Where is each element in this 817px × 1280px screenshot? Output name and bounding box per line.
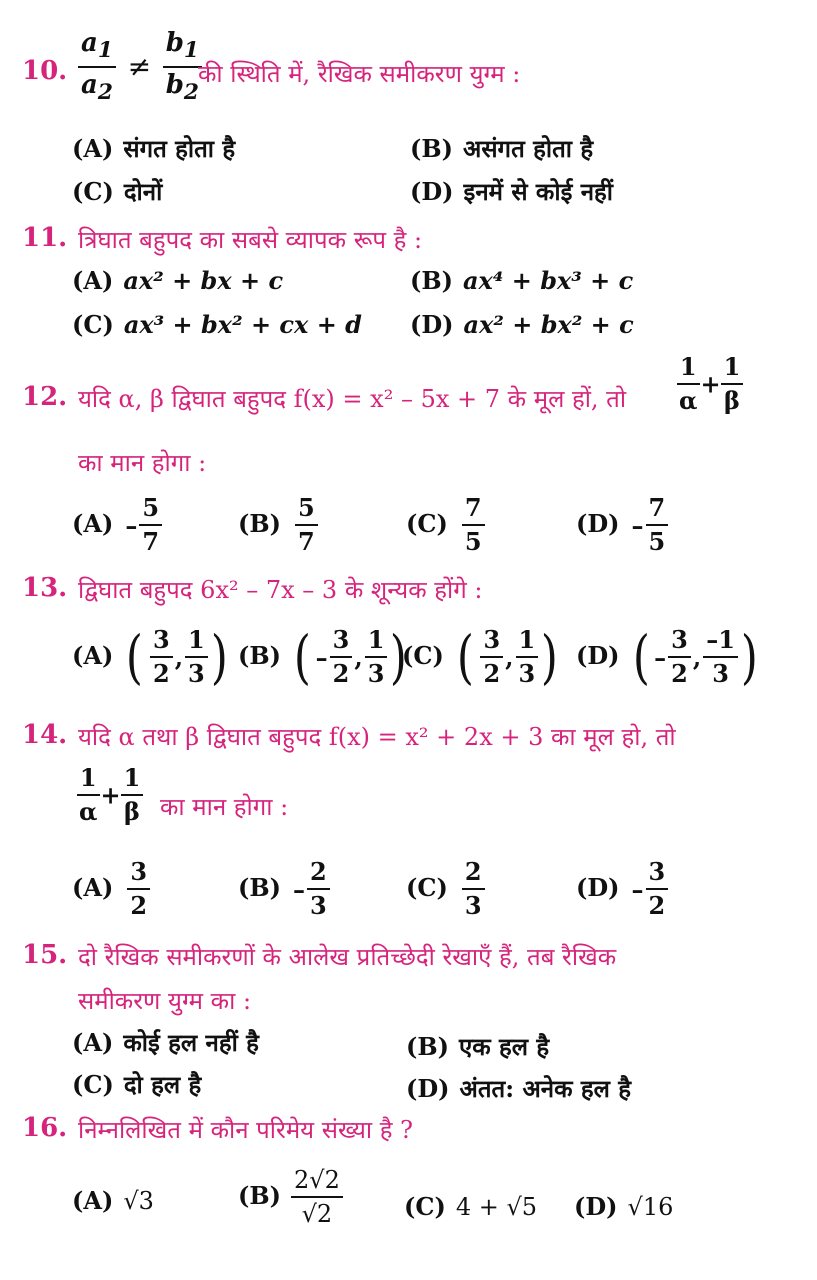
option-c: (C) दोनों xyxy=(72,177,163,206)
question-text: यदि α तथा β द्विघात बहुपद f(x) = x² + 2x + 3 का मूल हो, तो xyxy=(78,723,676,751)
reciprocal-sum-expression: $\frac{1}{\alpha}$ + $\frac{1}{\beta}$ xyxy=(76,766,143,824)
option-b: (B) $\frac{2√2}{√2}$ xyxy=(238,1168,343,1226)
question-number: 16. xyxy=(22,1113,68,1143)
option-a: (A) – $\frac{5}{7}$ xyxy=(72,496,162,554)
option-d: (D) इनमें से कोई नहीं xyxy=(410,177,613,206)
question-text: निम्नलिखित में कौन परिमेय संख्या है ? xyxy=(78,1116,413,1144)
option-b: (B) ax⁴ + bx³ + c xyxy=(410,266,634,295)
question-text: यदि α, β द्विघात बहुपद f(x) = x² – 5x + 7 के मूल हों, तो xyxy=(78,385,627,413)
option-b: (B) $\frac{5}{7}$ xyxy=(238,496,318,554)
question-text: की स्थिति में, रैखिक समीकरण युग्म : xyxy=(198,60,521,88)
question-number: 12. xyxy=(22,382,68,412)
option-a: (A) कोई हल नहीं है xyxy=(72,1028,259,1057)
option-a: (A) $\frac{3}{2}$ xyxy=(72,860,150,918)
reciprocal-sum-expression: $\frac{1}{\alpha}$ + $\frac{1}{\beta}$ xyxy=(676,355,743,413)
option-c: (C) ax³ + bx² + cx + d xyxy=(72,310,362,339)
question-condition: $\frac{a_1}{a_2}$ ≠ $\frac{b_1}{b_2}$ xyxy=(78,30,202,104)
option-a: (A) √3 xyxy=(72,1186,154,1215)
option-d: (D) – $\frac{7}{5}$ xyxy=(576,496,668,554)
option-c: (C) 4 + √5 xyxy=(404,1192,538,1221)
question-text: द्विघात बहुपद 6x² – 7x – 3 के शून्यक होंगे : xyxy=(78,576,483,604)
question-text: त्रिघात बहुपद का सबसे व्यापक रूप है : xyxy=(78,226,423,254)
option-c: (C) $\frac{7}{5}$ xyxy=(406,496,485,554)
question-text-continued: समीकरण युग्म का : xyxy=(78,987,252,1015)
option-d: (D) अंतत: अनेक हल है xyxy=(406,1074,632,1103)
option-b: (B) असंगत होता है xyxy=(410,134,594,163)
option-b: (B) – $\frac{2}{3}$ xyxy=(238,860,330,918)
option-b: (B) एक हल है xyxy=(406,1032,550,1061)
question-number: 13. xyxy=(22,573,68,603)
option-d: (D) ax² + bx² + c xyxy=(410,310,634,339)
question-number: 11. xyxy=(22,223,68,253)
question-number: 15. xyxy=(22,940,68,970)
option-c: (C) ( $\frac{3}{2}$ , $\frac{1}{3}$ ) xyxy=(402,623,559,691)
option-d: (D) √16 xyxy=(574,1192,674,1221)
option-a: (A) संगत होता है xyxy=(72,134,236,163)
question-number: 14. xyxy=(22,720,68,750)
question-number: 10. xyxy=(22,56,68,86)
option-d: (D) – $\frac{3}{2}$ xyxy=(576,860,668,918)
question-text-continued: का मान होगा : xyxy=(160,793,289,821)
question-text-continued: का मान होगा : xyxy=(78,449,207,477)
option-c: (C) $\frac{2}{3}$ xyxy=(406,860,485,918)
option-a: (A) ( $\frac{3}{2}$ , $\frac{1}{3}$ ) xyxy=(72,623,228,691)
option-c: (C) दो हल है xyxy=(72,1070,202,1099)
option-b: (B) ( – $\frac{3}{2}$ , $\frac{1}{3}$ ) xyxy=(238,623,408,691)
option-a: (A) ax² + bx + c xyxy=(72,266,284,295)
question-text: दो रैखिक समीकरणों के आलेख प्रतिच्छेदी रेखाएँ हैं, तब रैखिक xyxy=(78,943,617,971)
option-d: (D) ( – $\frac{3}{2}$ , $\frac{-1}{3}$ ) xyxy=(576,623,758,691)
